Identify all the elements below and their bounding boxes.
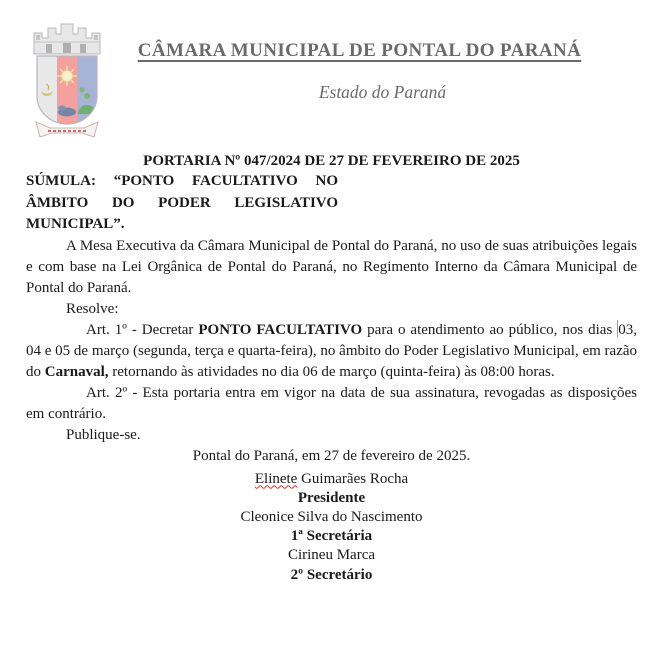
sumula-paragraph: SÚMULA: “PONTO FACULTATIVO NO ÂMBITO DO PODER LEGISLATIVO MUNICIPAL”. xyxy=(26,173,338,232)
signature-name: Cirineu Marca xyxy=(287,547,376,564)
preamble-paragraph: A Mesa Executiva da Câmara Municipal de Pontal do Paraná, no uso de suas atribuições legais e com base na Lei Orgânica de Pontal do Paraná, no Regimento Interno da Câmara Municipal de Pontal do Paraná. xyxy=(26,237,637,296)
article-1-text: para o atendimento ao público, nos dias xyxy=(362,321,618,338)
article-1-text: 03, 04 e 05 de março (segunda, terça e quarta-feira), no âmbito do Poder Legislativo Municipal, em razão do xyxy=(26,321,638,380)
resolve-label: Resolve: xyxy=(66,300,119,317)
signature-name xyxy=(26,470,637,489)
signature-role: 1ª Secretária xyxy=(290,528,373,545)
article-1-text: retornando às atividades no dia 06 de março (quinta-feira) às 08:00 horas. xyxy=(108,363,555,380)
signature-block xyxy=(26,470,637,585)
signature-role: 2º Secretário xyxy=(290,566,373,583)
article-1-text: Art. 1º - Decretar xyxy=(86,321,199,338)
signature-name: Cleonice Silva do Nascimento xyxy=(240,508,423,525)
article-1-paragraph xyxy=(26,320,637,383)
spellcheck-flagged-word: Elinete xyxy=(254,470,298,487)
portaria-title: PORTARIA Nº 047/2024 DE 27 DE FEVEREIRO DE 2025 xyxy=(143,153,520,169)
org-name: CÂMARA MUNICIPAL DE PONTAL DO PARANÁ xyxy=(137,40,582,61)
article-2-paragraph: Art. 2º - Esta portaria entra em vigor na data de sua assinatura, revogadas as disposições em contrário. xyxy=(26,384,637,422)
state-name: Estado do Paraná xyxy=(318,82,447,102)
publish-line: Publique-se. xyxy=(66,426,141,443)
signature-name-rest: Guimarães Rocha xyxy=(297,470,409,487)
article-1-bold-facultativo: PONTO FACULTATIVO xyxy=(198,321,363,338)
dateline: Pontal do Paraná, em 27 de fevereiro de 2025. xyxy=(192,447,471,464)
signature-role: Presidente xyxy=(297,489,366,506)
article-1-bold-carnaval: Carnaval, xyxy=(44,363,109,380)
